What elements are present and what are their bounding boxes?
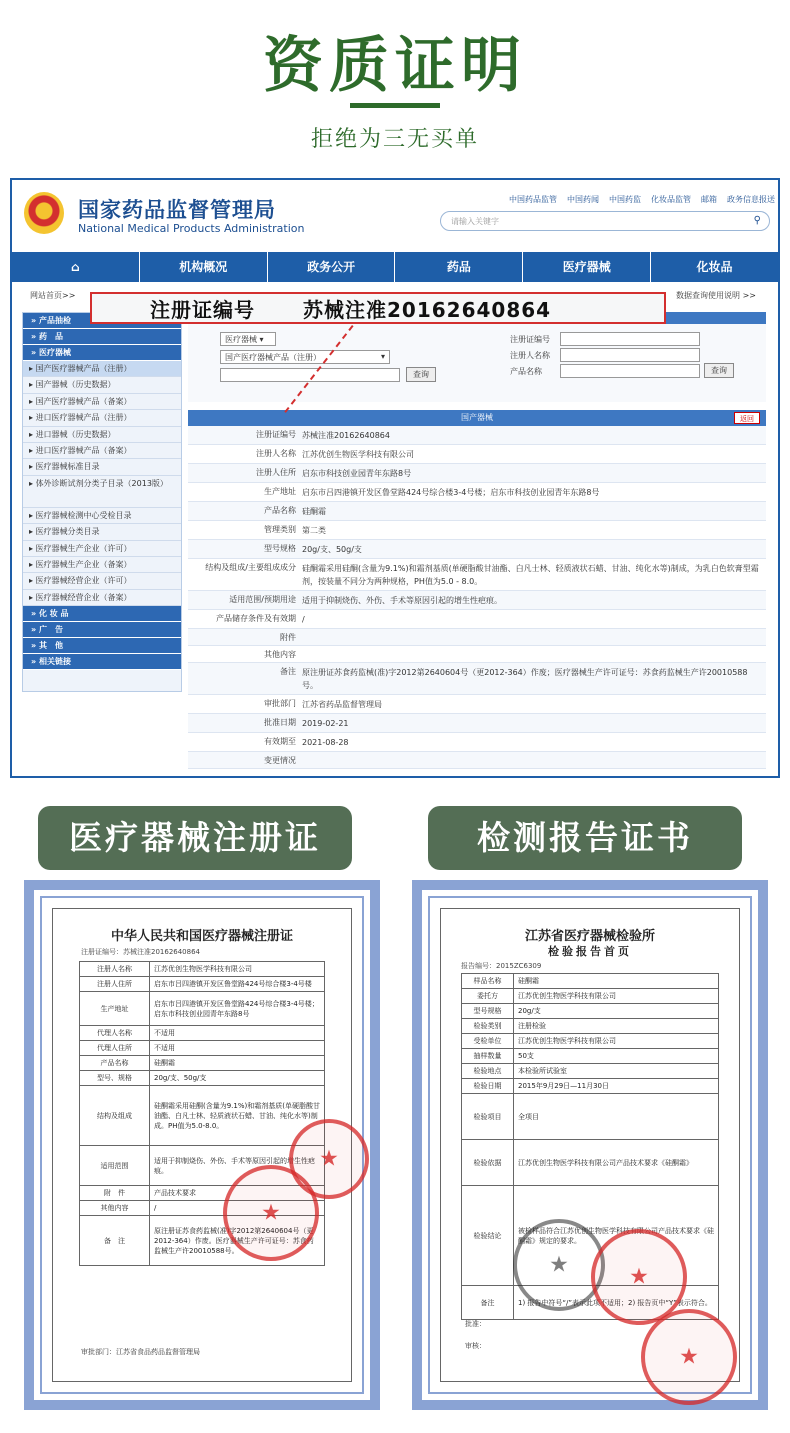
top-link[interactable]: 中国药闻: [567, 195, 599, 204]
table-row: 注册人名称 江苏优创生物医学科技有限公司: [80, 962, 325, 977]
table-row: 有效期至 2021-08-28: [188, 733, 766, 752]
top-link[interactable]: 邮箱: [701, 195, 717, 204]
table-row: 批准日期 2019-02-21: [188, 714, 766, 733]
table-row: 生产地址 启东市吕四港镇开发区鲁堂路424号综合楼3-4号楼；启东市科技创业园青年东路8号: [188, 483, 766, 502]
back-button[interactable]: 返回: [734, 412, 760, 424]
search-placeholder: 请输入关键字: [451, 217, 499, 226]
nav-item[interactable]: 药品: [395, 252, 523, 282]
registrant-input[interactable]: [560, 348, 700, 362]
field-label: 注册人名称: [510, 351, 550, 360]
nav-item[interactable]: 政务公开: [268, 252, 396, 282]
main-content: [188, 312, 766, 772]
hero-divider: [350, 103, 440, 108]
certificate-title: 中华人民共和国医疗器械注册证: [110, 929, 293, 944]
top-link[interactable]: 化妆品监管: [651, 195, 691, 204]
sidebar-item[interactable]: ▸ 国产医疗器械产品（注册）: [23, 361, 181, 377]
top-link[interactable]: 中国药品监管: [509, 195, 557, 204]
callout-value: 苏械注准20162640864: [303, 297, 552, 322]
table-row: 产品名称 硅酮霜: [188, 502, 766, 521]
table-row: 适用范围 适用于抑制烧伤、外伤、手术等原因引起的增生性疤痕。: [80, 1146, 325, 1186]
national-emblem-icon: [24, 192, 64, 234]
table-row: 委托方 江苏优创生物医学科技有限公司: [462, 989, 719, 1004]
top-links: [430, 194, 775, 205]
sidebar-section[interactable]: » 产品抽检: [23, 313, 181, 329]
query-button-left[interactable]: 查询: [406, 367, 436, 382]
database-select[interactable]: 国产医疗器械产品（注册） ▾: [220, 350, 390, 364]
result-title: 国产器械: [461, 413, 493, 422]
table-row: 其他内容: [188, 646, 766, 663]
field-label: 产品名称: [510, 367, 542, 376]
field-label: 注册证编号: [510, 335, 550, 344]
table-row: 注册人住所 启东市科技创业园青年东路8号: [188, 464, 766, 483]
query-help-link[interactable]: 数据查询使用说明 >>: [676, 291, 756, 300]
result-table: [188, 426, 766, 769]
table-row: 备注 1) 报告中符号“/”表示此项不适用；2) 报告页中“Y”表示符合。: [462, 1286, 719, 1320]
table-row: 抽样数量 50支: [462, 1049, 719, 1064]
nav-item[interactable]: 化妆品: [696, 260, 733, 274]
badge-registration-cert: 医疗器械注册证: [38, 806, 352, 870]
table-row: 适用范围/预期用途 适用于抑制烧伤、外伤、手术等原因引起的增生性疤痕。: [188, 591, 766, 610]
table-row: 型号规格 20g/支、50g/支: [188, 540, 766, 559]
table-row: 管理类别 第二类: [188, 521, 766, 540]
sidebar-item[interactable]: ▸ 进口器械（历史数据）: [23, 427, 181, 443]
sidebar-section[interactable]: » 化 妆 品: [23, 606, 181, 622]
table-row: 检验项目 全项目: [462, 1094, 719, 1140]
hero-title: 资质证明: [263, 31, 527, 101]
org-name-en: National Medical Products Administration: [78, 222, 305, 235]
sidebar-item[interactable]: ▸ 医疗器械分类目录: [23, 524, 181, 540]
table-row: 检验地点 本检验所试验室: [462, 1064, 719, 1079]
sidebar-item[interactable]: ▸ 国产器械（历史数据）: [23, 377, 181, 393]
search-icon[interactable]: ⚲: [753, 215, 761, 226]
table-row: 生产地址 启东市吕四港镇开发区鲁堂路424号综合楼3-4号楼；启东市科技创业园青年东路8号: [80, 992, 325, 1026]
table-row: 型号规格 20g/支: [462, 1004, 719, 1019]
table-row: 型号、规格 20g/支、50g/支: [80, 1071, 325, 1086]
table-row: 变更情况: [188, 752, 766, 769]
approver-label: 批准：: [465, 1320, 486, 1328]
table-row: 检验结论 被检样品符合江苏优创生物医学科技有限公司产品技术要求《硅酮霜》规定的要求。: [462, 1186, 719, 1286]
sidebar-item[interactable]: ▸ 进口医疗器械产品（备案）: [23, 443, 181, 459]
report-frame: [440, 908, 740, 1382]
table-row: 检验类别 注册检验: [462, 1019, 719, 1034]
sidebar-item[interactable]: ▸ 体外诊断试剂分类子目录（2013版）: [23, 476, 181, 508]
certificate-frame: [52, 908, 352, 1382]
sidebar-section[interactable]: » 医疗器械: [23, 345, 181, 361]
table-row: 其他内容 /: [80, 1201, 325, 1216]
sidebar: [22, 312, 182, 692]
table-row: 样品名称 硅酮霜: [462, 974, 719, 989]
nmpa-screenshot: [10, 178, 780, 778]
search-input[interactable]: [440, 211, 770, 231]
table-row: 附件: [188, 629, 766, 646]
reg-no-input[interactable]: [560, 332, 700, 346]
table-row: 产品储存条件及有效期 /: [188, 610, 766, 629]
result-title-bar: [188, 410, 766, 426]
top-link[interactable]: 政务信息报送: [727, 195, 775, 204]
report-title: 检验报告首页: [548, 945, 632, 958]
sidebar-item[interactable]: ▸ 医疗器械经营企业（许可）: [23, 573, 181, 589]
table-row: 附 件 产品技术要求: [80, 1186, 325, 1201]
inspection-seal-icon: [513, 1219, 605, 1311]
sidebar-section[interactable]: » 广 告: [23, 622, 181, 638]
category-select[interactable]: 医疗器械 ▾: [220, 332, 276, 346]
nav-item[interactable]: 医疗器械: [523, 252, 651, 282]
product-name-input[interactable]: [560, 364, 700, 378]
org-name-cn: 国家药品监督管理局: [78, 198, 276, 222]
hero-subtitle: 拒绝为三无买单: [310, 127, 479, 152]
certificate-footer: 审批部门：江苏省食品药品监督管理局: [81, 1348, 200, 1356]
table-row: 代理人名称 不适用: [80, 1026, 325, 1041]
query-form: [188, 324, 766, 402]
sidebar-item[interactable]: ▸ 进口医疗器械产品（注册）: [23, 410, 181, 426]
hero-header: [0, 0, 790, 170]
test-report: [412, 880, 768, 1410]
table-row: 代理人住所 不适用: [80, 1041, 325, 1056]
badge-test-report: 检测报告证书: [428, 806, 742, 870]
table-row: 产品名称 硅酮霜: [80, 1056, 325, 1071]
certificate-number: 注册证编号：苏械注准20162640864: [81, 948, 200, 956]
site-header: [12, 180, 778, 250]
table-row: 备注 原注册证苏食药监械(准)字2012第2640604号（更2012-364）作废；医疗器械生产许可证号：苏食药监械生产许20010588号。: [188, 663, 766, 695]
main-nav: [12, 252, 778, 282]
table-row: 注册人名称 江苏优创生物医学科技有限公司: [188, 445, 766, 464]
sidebar-item[interactable]: ▸ 医疗器械生产企业（备案）: [23, 557, 181, 573]
table-row: 审批部门 江苏省药品监督管理局: [188, 695, 766, 714]
reviewer-label: 审核：: [465, 1342, 486, 1350]
table-row: 注册人住所 启东市吕四港镇开发区鲁堂路424号综合楼3-4号楼: [80, 977, 325, 992]
top-link[interactable]: 中国药监: [609, 195, 641, 204]
registration-callout: [90, 292, 666, 324]
table-row: 注册证编号 苏械注准20162640864: [188, 426, 766, 445]
sidebar-item[interactable]: ▸ 医疗器械经营企业（备案）: [23, 590, 181, 606]
callout-key: 注册证编号: [150, 297, 255, 322]
query-button-right[interactable]: 查询: [704, 363, 734, 378]
table-row: 检验依据 江苏优创生物医学科技有限公司产品技术要求《硅酮霜》: [462, 1140, 719, 1186]
sidebar-item[interactable]: ▸ 医疗器械生产企业（许可）: [23, 541, 181, 557]
table-row: 结构及组成/主要组成成分 硅酮霜采用硅酮(含量为9.1%)和霜剂基质(单硬脂酸甘油酯、白凡士林、轻质液状石蜡、甘油、纯化水等)制成，为乳白色软膏型霜剂，按装量不同分为两种规格，PH值为5.0 - 8.0。: [188, 559, 766, 591]
table-row: 检验日期 2015年9月29日—11月30日: [462, 1079, 719, 1094]
sidebar-section[interactable]: » 其 他: [23, 638, 181, 654]
sidebar-item[interactable]: ▸ 医疗器械检测中心受检目录: [23, 508, 181, 524]
official-seal-icon: [641, 1309, 737, 1405]
nav-home-icon[interactable]: ⌂: [12, 252, 140, 282]
report-number: 报告编号：2015ZC6309: [461, 962, 542, 970]
nav-item[interactable]: 机构概况: [140, 252, 268, 282]
table-row: 受检单位 江苏优创生物医学科技有限公司: [462, 1034, 719, 1049]
sidebar-item[interactable]: ▸ 国产医疗器械产品（备案）: [23, 394, 181, 410]
registration-certificate: [24, 880, 380, 1410]
report-issuer: 江苏省医疗器械检验所: [524, 929, 655, 944]
table-row: 备 注 原注册证苏食药监械(准)字2012第2640604号（更2012-364）作废。医疗器械生产许可证号：苏食药监械生产许20010588号。: [80, 1216, 325, 1266]
breadcrumb[interactable]: 网站首页>>: [30, 291, 76, 300]
sidebar-section[interactable]: » 相关链接: [23, 654, 181, 670]
table-row: 结构及组成 硅酮霜采用硅酮(含量为9.1%)和霜剂基质(单硬脂酸甘油酯、白凡士林、轻质液状石蜡、甘油、纯化水等)制成。PH值为5.0-8.0。: [80, 1086, 325, 1146]
sidebar-item[interactable]: ▸ 医疗器械标准目录: [23, 459, 181, 475]
official-seal-icon: [289, 1119, 369, 1199]
sidebar-section[interactable]: » 药 品: [23, 329, 181, 345]
